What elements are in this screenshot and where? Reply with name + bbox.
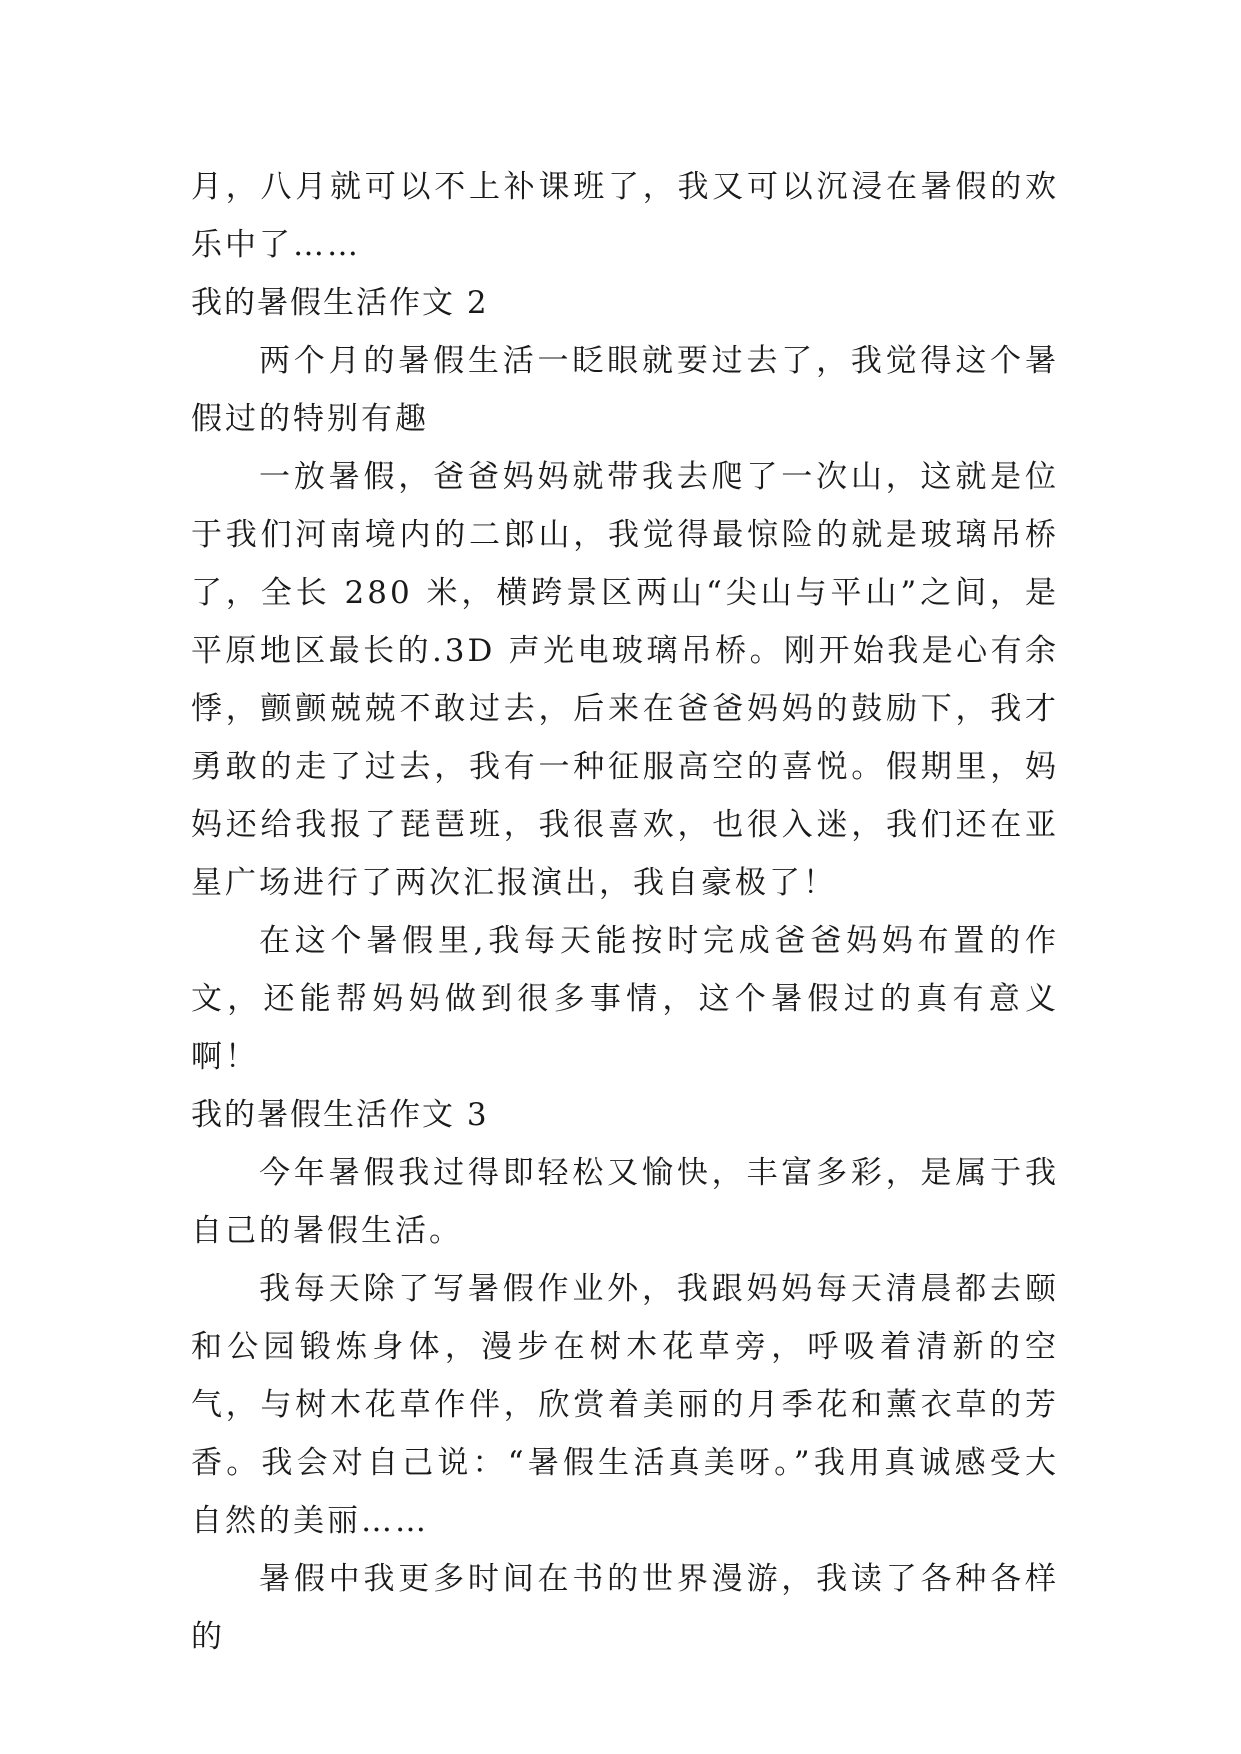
- paragraph: 今年暑假我过得即轻松又愉快，丰富多彩，是属于我自己的暑假生活。: [191, 1155, 1059, 1249]
- paragraph: 一放暑假，爸爸妈妈就带我去爬了一次山，这就是位于我们河南境内的二郎山，我觉得最惊险的就是玻璃吊桥了，全长 280 米，横跨景区两山“尖山与平山”之间，是平原地区最长的.3D 声光电玻璃吊桥。刚开始我是心有余悸，颤颤兢兢不敢过去，后来在爸爸妈妈的鼓励下，我才勇敢的走了过去，我有一种征服高空的喜悦。假期里，妈妈还给我报了琵琶班，我很喜欢，也很入迷，我们还在亚星广场进行了两次汇报演出，我自豪极了！: [191, 459, 1059, 901]
- paragraph: 我每天除了写暑假作业外，我跟妈妈每天清晨都去颐和公园锻炼身体，漫步在树木花草旁，呼吸着清新的空气，与树木花草作伴，欣赏着美丽的月季花和薰衣草的芳香。我会对自己说：“暑假生活真美呀。”我用真诚感受大自然的美丽……: [191, 1271, 1059, 1539]
- section-heading: 我的暑假生活作文 3: [191, 1097, 489, 1133]
- paragraph: 暑假中我更多时间在书的世界漫游，我读了各种各样的: [191, 1561, 1059, 1655]
- paragraph: 在这个暑假里,我每天能按时完成爸爸妈妈布置的作文，还能帮妈妈做到很多事情，这个暑假过的真有意义啊！: [191, 923, 1059, 1075]
- paragraph: 两个月的暑假生活一眨眼就要过去了，我觉得这个暑假过的特别有趣: [191, 343, 1059, 437]
- paragraph: 月，八月就可以不上补课班了，我又可以沉浸在暑假的欢乐中了……: [191, 169, 1059, 263]
- document-page: [191, 158, 1059, 1666]
- section-heading: 我的暑假生活作文 2: [191, 285, 489, 321]
